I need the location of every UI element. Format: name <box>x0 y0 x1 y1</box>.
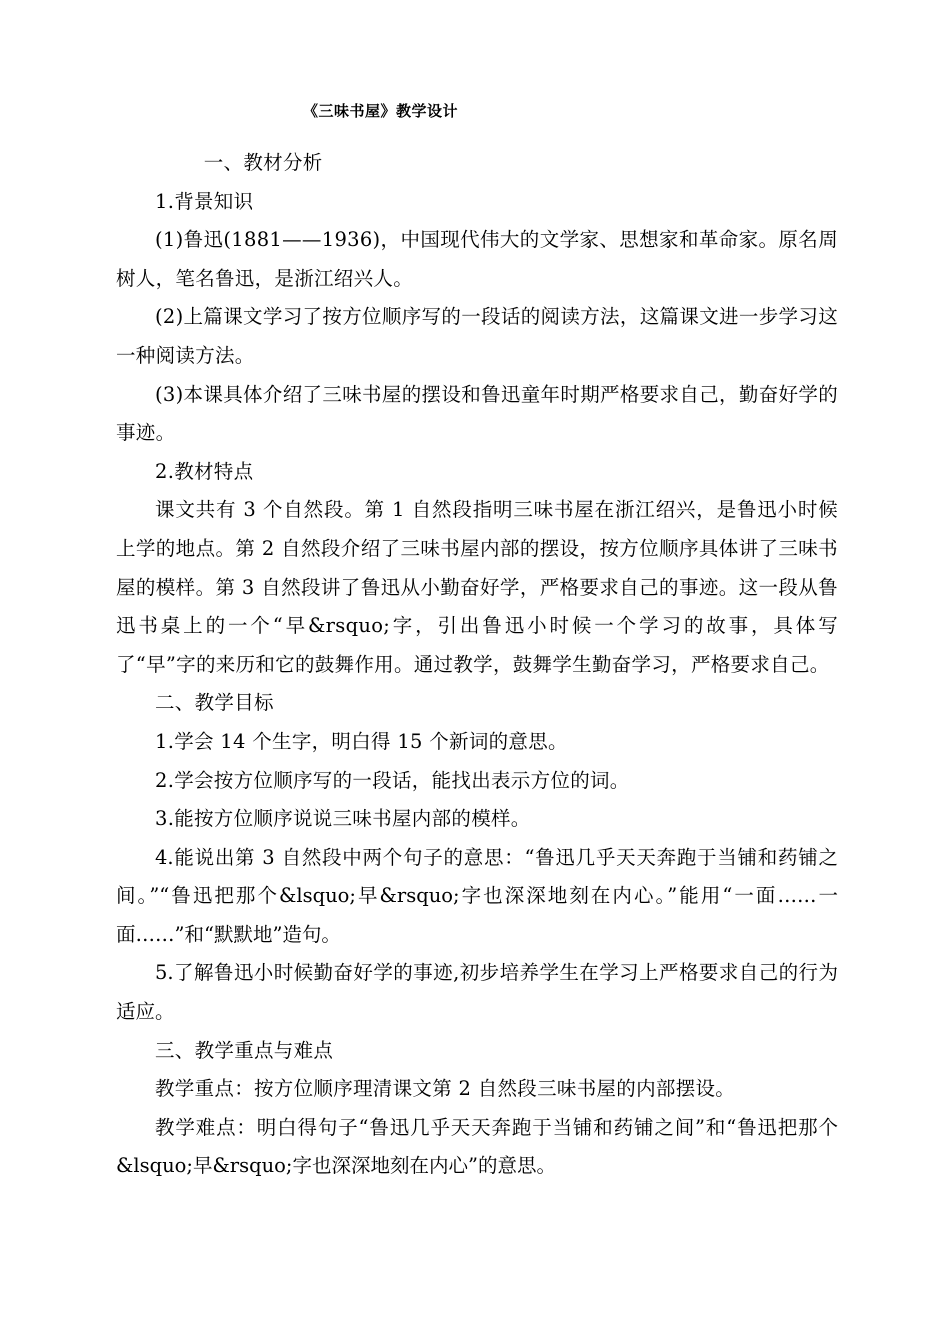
paragraph-lu-xun-bio: (1)鲁迅(1881——1936)，中国现代伟大的文学家、思想家和革命家。原名周树人，笔名鲁迅，是浙江绍兴人。 <box>116 228 838 290</box>
document-title: 《三味书屋》教学设计 <box>303 102 459 120</box>
subheading-textbook-features: 2.教材特点 <box>155 459 254 483</box>
goal-item-4: 4.能说出第 3 自然段中两个句子的意思：“鲁迅几乎天天奔跑于当铺和药铺之间。”“鲁迅把那个&lsquo;早&rsquo;字也深深地刻在内心。”能用“一面……一面……”和“默默地”造句。 <box>116 845 838 946</box>
goal-item-1: 1.学会 14 个生字，明白得 15 个新词的意思。 <box>155 729 568 753</box>
section-heading-textbook-analysis: 一、教材分析 <box>203 151 323 174</box>
subheading-background-knowledge: 1.背景知识 <box>155 189 254 213</box>
goal-item-2: 2.学会按方位顺序写的一段话，能找出表示方位的词。 <box>155 768 630 792</box>
goal-item-3: 3.能按方位顺序说说三味书屋内部的模样。 <box>155 807 531 831</box>
paragraph-reading-method: (2)上篇课文学习了按方位顺序写的一段话的阅读方法，这篇课文进一步学习这一种阅读方法。 <box>116 305 838 367</box>
document-body <box>116 144 838 1186</box>
goal-item-5: 5.了解鲁迅小时候勤奋好学的事迹,初步培养学生在学习上严格要求自己的行为适应。 <box>116 961 838 1024</box>
paragraph-lesson-summary: (3)本课具体介绍了三味书屋的摆设和鲁迅童年时期严格要求自己，勤奋好学的事迹。 <box>116 382 838 445</box>
section-heading-key-points: 三、教学重点与难点 <box>155 1038 334 1062</box>
paragraph-text-structure: 课文共有 3 个自然段。第 1 自然段指明三味书屋在浙江绍兴，是鲁迅小时候上学的地点。第 2 自然段介绍了三味书屋内部的摆设，按方位顺序具体讲了三味书屋的模样。第 3 自然段讲了鲁迅从小勤奋好学，严格要求自己的事迹。这一段从鲁迅书桌上的一个“早&rsquo;字，引出鲁迅小时候一个学习的故事，具体写了“早”字的来历和它的鼓舞作用。通过教学，鼓舞学生勤奋学习，严格要求自己。 <box>116 498 838 676</box>
paragraph-difficult-point: 教学难点：明白得句子“鲁迅几乎天天奔跑于当铺和药铺之间”和“鲁迅把那个&lsquo;早&rsquo;字也深深地刻在内心”的意思。 <box>116 1115 838 1178</box>
paragraph-key-point: 教学重点：按方位顺序理清课文第 2 自然段三味书屋的内部摆设。 <box>155 1077 736 1101</box>
section-heading-teaching-goals: 二、教学目标 <box>155 691 274 715</box>
